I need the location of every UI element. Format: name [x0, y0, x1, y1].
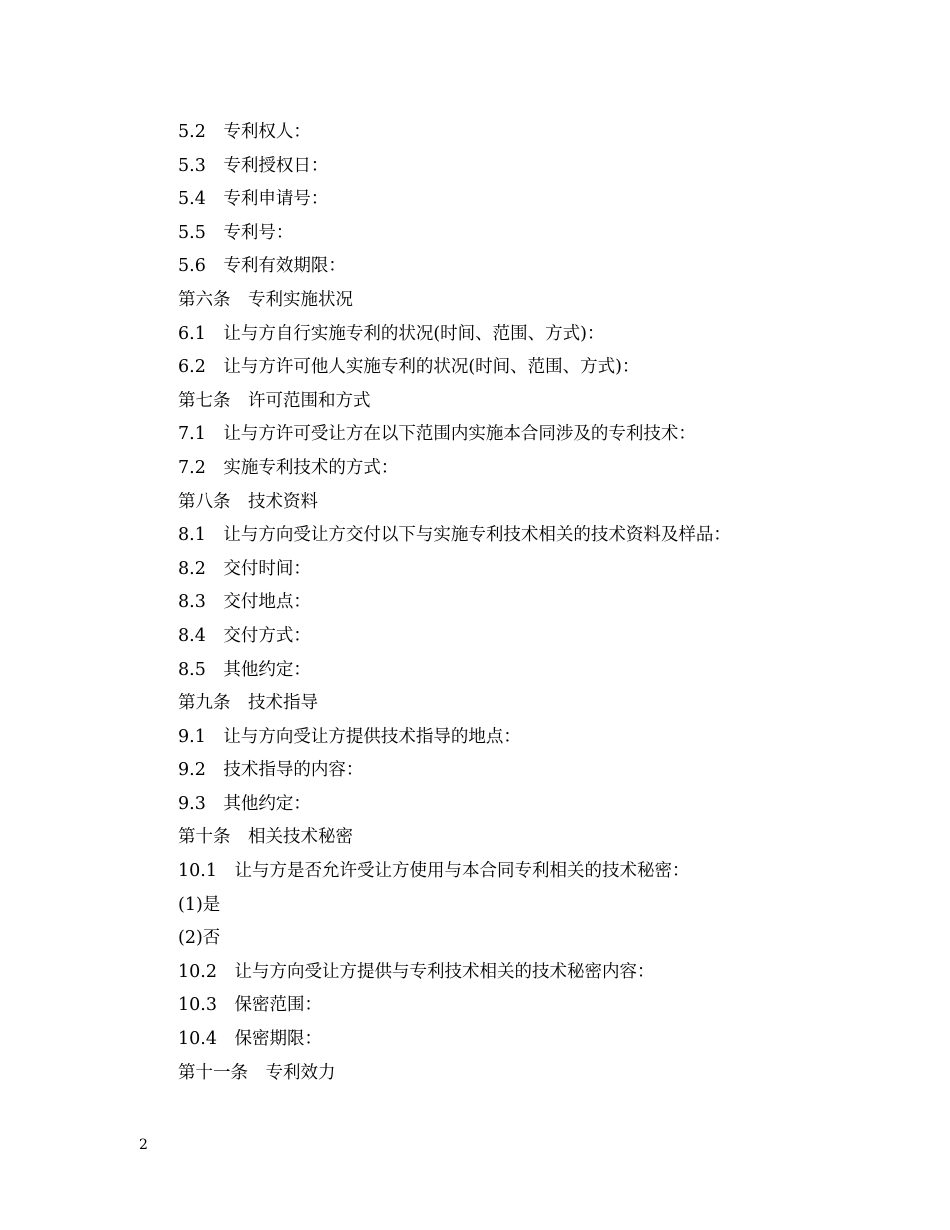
- clause-6-2: 6.2 让与方许可他人实施专利的状况(时间、范围、方式)：: [178, 357, 640, 378]
- clause-9-2: 9.2 技术指导的内容：: [178, 760, 364, 781]
- option-yes: (1)是: [178, 894, 221, 915]
- document-body: [178, 116, 818, 1090]
- clause-5-2: 5.2 专利权人：: [178, 122, 311, 142]
- clause-5-5: 5.5 专利号：: [178, 222, 294, 243]
- clause-10-4: 10.4 保密期限：: [178, 1029, 322, 1050]
- clause-8-3: 8.3 交付地点：: [178, 592, 311, 613]
- clause-8-1: 8.1 让与方向受让方交付以下与实施专利技术相关的技术资料及样品：: [178, 525, 731, 546]
- article-10-heading: 第十条 相关技术秘密: [178, 827, 353, 848]
- article-9-heading: 第九条 技术指导: [178, 693, 318, 714]
- clause-9-1: 9.1 让与方向受让方提供技术指导的地点：: [178, 726, 521, 747]
- article-8-heading: 第八条 技术资料: [178, 491, 318, 512]
- article-6-heading: 第六条 专利实施状况: [178, 289, 353, 310]
- clause-10-2: 10.2 让与方向受让方提供与专利技术相关的技术秘密内容：: [178, 961, 655, 982]
- clause-8-2: 8.2 交付时间：: [178, 558, 311, 579]
- article-7-heading: 第七条 许可范围和方式: [178, 390, 371, 411]
- clause-5-6: 5.6 专利有效期限：: [178, 256, 346, 277]
- clause-5-3: 5.3 专利授权日：: [178, 155, 329, 176]
- article-11-heading: 第十一条 专利效力: [178, 1062, 336, 1083]
- clause-7-2: 7.2 实施专利技术的方式：: [178, 457, 399, 478]
- clause-10-1: 10.1 让与方是否允许受让方使用与本合同专利相关的技术秘密：: [178, 861, 690, 882]
- clause-5-4: 5.4 专利申请号：: [178, 189, 329, 210]
- option-no: (2)否: [178, 928, 221, 949]
- page-number: 2: [139, 1137, 148, 1153]
- clause-6-1: 6.1 让与方自行实施专利的状况(时间、范围、方式)：: [178, 323, 605, 344]
- clause-10-3: 10.3 保密范围：: [178, 995, 322, 1016]
- clause-8-4: 8.4 交付方式：: [178, 625, 311, 646]
- clause-7-1: 7.1 让与方许可受让方在以下范围内实施本合同涉及的专利技术：: [178, 424, 696, 445]
- clause-9-3: 9.3 其他约定：: [178, 793, 311, 814]
- clause-8-5: 8.5 其他约定：: [178, 659, 311, 680]
